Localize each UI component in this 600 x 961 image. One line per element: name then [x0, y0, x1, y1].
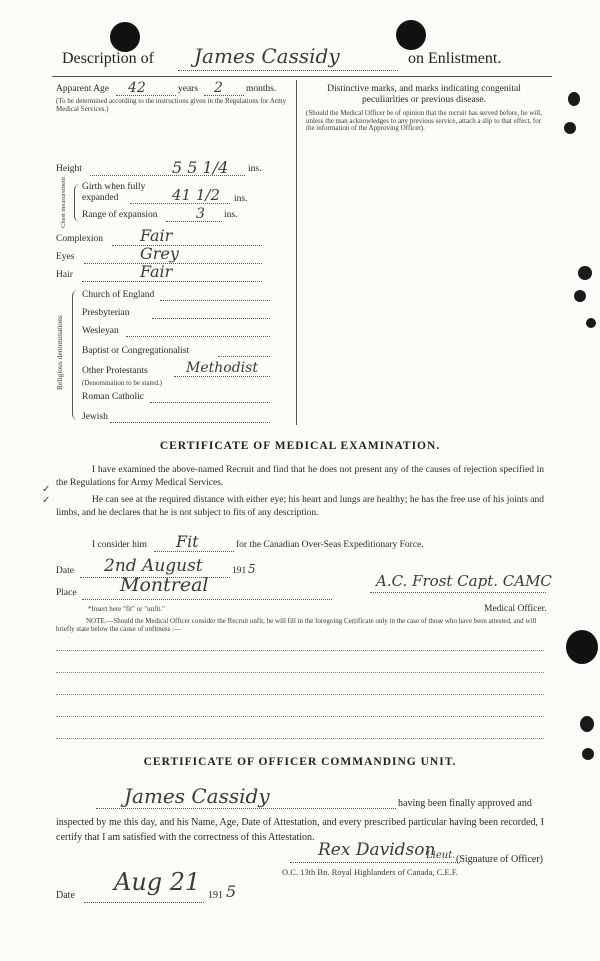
ink-blot — [574, 290, 586, 302]
complexion-line — [112, 245, 262, 246]
consider-suffix: for the Canadian Over-Seas Expeditionary Force. — [236, 540, 424, 550]
eyes-value: Grey — [140, 244, 179, 263]
ink-blot — [578, 266, 592, 280]
officer-signature-value: Rex Davidson — [318, 840, 436, 860]
name-underline — [178, 70, 398, 71]
commanding-text-after-name: having been finally approved and — [398, 798, 532, 809]
eyes-line — [84, 263, 262, 264]
commanding-date-label: Date — [56, 890, 75, 901]
medical-officer-label: Medical Officer. — [484, 604, 547, 614]
religion-brace — [72, 290, 81, 420]
ink-blot — [568, 92, 580, 106]
girth-label: Girth when fully expanded — [82, 182, 146, 203]
commanding-certificate-heading: CERTIFICATE OF OFFICER COMMANDING UNIT. — [143, 756, 457, 768]
commanding-name-value: James Cassidy — [124, 784, 270, 808]
signature-of-officer-label: (Signature of Officer) — [456, 854, 544, 865]
religion-roman-catholic: Roman Catholic — [82, 392, 145, 402]
complexion-label: Complexion — [56, 234, 103, 244]
chest-brace — [74, 184, 81, 222]
commanding-year-value: 5 — [226, 882, 237, 901]
medical-paragraph-1: I have examined the above-named Recruit and find that he does not present any of the causes of rejection specified in the Regulations for Army Medical Services. — [56, 465, 544, 489]
age-months-line — [204, 95, 244, 96]
blank-rule — [56, 694, 544, 695]
punch-hole-right — [566, 630, 598, 664]
medical-paragraph-2: He can see at the required distance with either eye; his heart and lungs are healthy; he has the free use of his joints and limbs, and he declares that he is not subject to fits of any description. — [56, 495, 544, 519]
medical-year-printed: 191 — [232, 566, 247, 576]
medical-year-value: 5 — [248, 562, 256, 576]
recruit-name-handwritten: James Cassidy — [194, 44, 340, 68]
description-of-label: Description of — [62, 50, 154, 67]
religion-line — [126, 336, 270, 337]
consider-line — [154, 551, 234, 552]
commanding-name-line — [96, 808, 396, 809]
distinctive-marks-label: Distinctive marks, and marks indicating congenital peculiarities or previous disease. — [327, 84, 521, 105]
place-label: Place — [56, 588, 77, 598]
place-line — [82, 599, 332, 600]
previous-service-note: (Should the Medical Officer be of opinion that the recruit has served before, he will, unless the man acknowledges to any previous service, attach a slip to that effect, for the information of the Approving Officer). — [306, 109, 542, 133]
religion-other-protestants-value: Methodist — [186, 360, 258, 376]
religious-denominations-label: Religious denominations — [55, 315, 64, 390]
age-years-value: 42 — [128, 80, 146, 96]
religion-presbyterian: Presbyterian — [82, 308, 130, 318]
punch-hole-top-right — [396, 20, 426, 50]
ink-blot — [580, 716, 594, 732]
eyes-label: Eyes — [56, 252, 75, 262]
commanding-date-line — [84, 902, 204, 903]
years-label: years — [178, 84, 199, 94]
consider-prefix: I consider him — [92, 540, 147, 550]
officer-rank-value: Lieut. — [426, 850, 456, 861]
height-ins-label: ins. — [248, 164, 262, 174]
age-instruction-note: (To be determined according to the instructions given in the Regulations for Army Medical Services.) — [56, 97, 287, 113]
unit-stamp: O.C. 13th Bn. Royal Highlanders of Canada, C.E.F. — [282, 867, 458, 877]
on-enlistment-label: on Enlistment. — [408, 50, 502, 67]
fit-insert-note: *Insert here "fit" or "unfit." — [88, 605, 165, 613]
place-value: Montreal — [120, 574, 209, 596]
hair-value: Fair — [140, 262, 173, 281]
religion-line — [218, 356, 270, 357]
blank-rule — [56, 650, 544, 651]
commanding-paragraph: inspected by me this day, and his Name, Age, Date of Attestation, and every prescribed particular having been recorded, I certify that I am satisfied with the correctness of this Attestation. — [56, 817, 544, 843]
commanding-year-printed: 191 — [208, 890, 223, 901]
religion-line — [160, 300, 270, 301]
religion-line — [152, 318, 270, 319]
consider-value: Fit — [176, 532, 199, 551]
height-value: 5 5 1/4 — [172, 158, 229, 177]
religion-wesleyan: Wesleyan — [82, 326, 119, 336]
medical-officer-line — [370, 592, 546, 593]
height-label: Height — [56, 164, 82, 174]
checkmarks: ✓ ✓ — [42, 484, 51, 506]
medical-officer-signature: A.C. Frost Capt. CAMC — [376, 572, 552, 590]
chest-measurement-label: Chest measurement — [60, 176, 67, 228]
ink-blot — [586, 318, 596, 328]
religion-other-protestants: Other Protestants — [82, 366, 148, 376]
expansion-ins-label: ins. — [224, 210, 238, 220]
apparent-age-label: Apparent Age — [56, 84, 110, 94]
punch-hole-top-left — [110, 22, 140, 52]
months-label: months. — [246, 84, 277, 94]
girth-value: 41 1/2 — [172, 186, 220, 204]
expansion-label: Range of expansion — [82, 210, 158, 220]
blank-rule — [56, 716, 544, 717]
religion-denomination-note: (Denomination to be stated.) — [82, 379, 163, 387]
commanding-date-value: Aug 21 — [114, 868, 201, 896]
girth-ins-label: ins. — [234, 194, 248, 204]
religion-church-of-england: Church of England — [82, 290, 155, 300]
blank-rule — [56, 738, 544, 739]
complexion-value: Fair — [140, 226, 173, 245]
religion-line — [110, 422, 270, 423]
hair-line — [82, 281, 262, 282]
medical-certificate-heading: CERTIFICATE OF MEDICAL EXAMINATION. — [159, 440, 441, 452]
expansion-line — [166, 221, 222, 222]
ink-blot — [564, 122, 576, 134]
column-divider — [296, 80, 297, 425]
medical-date-label: Date — [56, 566, 74, 576]
religion-baptist: Baptist or Congregationalist — [82, 346, 190, 356]
expansion-value: 3 — [196, 206, 205, 222]
header-rule — [52, 76, 552, 77]
religion-line — [150, 402, 270, 403]
blank-rule — [56, 672, 544, 673]
medical-date-value: 2nd August — [104, 556, 203, 576]
age-years-line — [116, 95, 176, 96]
officer-signature-line — [290, 862, 460, 863]
hair-label: Hair — [56, 270, 73, 280]
religion-jewish: Jewish — [82, 412, 108, 422]
unfit-note: NOTE.—Should the Medical Officer consider the Recruit unfit, he will fill in the foregoing Certificate only in the case of those who have been attested, and will briefly state below the cause of unfitness :— — [56, 617, 537, 633]
religion-line — [174, 376, 270, 377]
age-months-value: 2 — [214, 80, 223, 96]
